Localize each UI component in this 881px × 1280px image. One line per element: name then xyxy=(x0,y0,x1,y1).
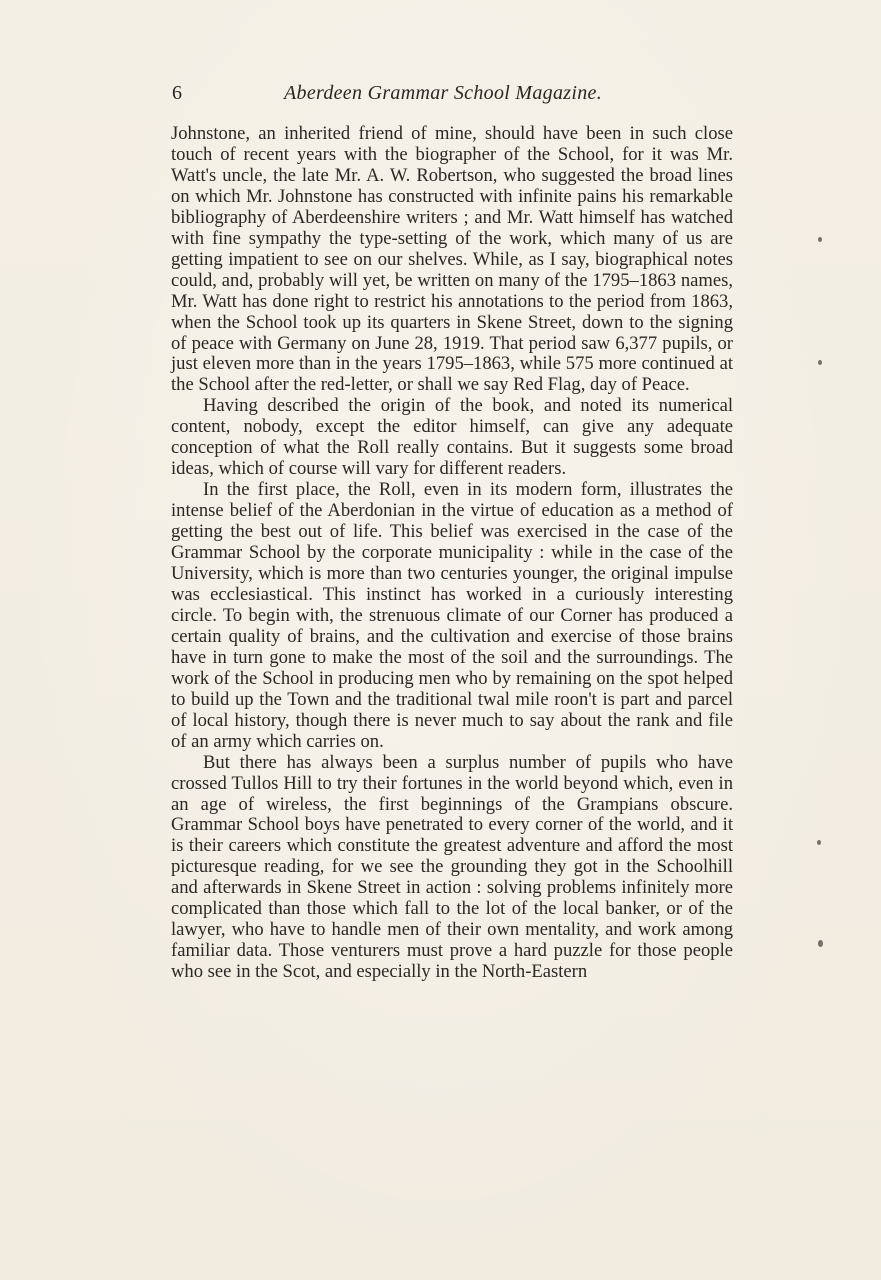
page-header xyxy=(172,82,732,112)
paragraph: But there has always been a surplus number of pupils who have crossed Tullos Hill to try their fortunes in the world beyond which, even in an age of wireless, the first beginnings of the Grampians obscure. Grammar School boys have penetrated to every corner of the world, and it is their careers which constitute the greatest adventure and afford the most picturesque reading, for we see the grounding they got in the Schoolhill and afterwards in Skene Street in action : solving problems infinitely more complicated than those which fall to the lot of the local banker, or of the lawyer, who have to handle men of their own mentality, and work among familiar data. Those venturers must prove a hard puzzle for those people who see in the Scot, and especially in the North-Eastern xyxy=(171,751,733,983)
paragraph: Having described the origin of the book, and noted its numerical content, nobody, except the editor himself, can give any adequate conception of what the Roll really contains. But it suggests some broad ideas, which of course will vary for different readers. xyxy=(171,395,733,480)
paragraph: In the first place, the Roll, even in its modern form, illustrates the intense belief of the Aberdonian in the virtue of education as a method of getting the best out of life. This belief was exercised in the case of the Grammar School by the corporate municipality : while in the case of the University, which is more than two centuries younger, the original impulse was ecclesiastical. This instinct has worked in a curiously interesting circle. To begin with, the strenuous climate of our Corner has produced a certain quality of brains, and the cultivation and exercise of those brains have in turn gone to make the most of the soil and the surroundings. The work of the School in producing men who by remaining on the spot helped to build up the Town and the traditional twal mile roon't is part and parcel of local history, though there is never much to say about the rank and file of an army which carries on. xyxy=(171,479,733,752)
article-body xyxy=(171,124,733,983)
page-number: 6 xyxy=(172,82,182,104)
running-head: Aberdeen Grammar School Magazine. xyxy=(284,82,602,104)
margin-speck xyxy=(818,360,822,365)
margin-speck xyxy=(817,840,821,845)
paragraph: Johnstone, an inherited friend of mine, should have been in such close touch of recent years with the biographer of the School, for it was Mr. Watt's uncle, the late Mr. A. W. Robertson, who suggested the broad lines on which Mr. Johnstone has constructed with infinite pains his remarkable bibliography of Aberdeenshire writers ; and Mr. Watt himself has watched with fine sympathy the type-setting of the work, which many of us are getting impatient to see on our shelves. While, as I say, biographical notes could, and, probably will yet, be written on many of the 1795–1863 names, Mr. Watt has done right to restrict his annotations to the period from 1863, when the School took up its quarters in Skene Street, down to the signing of peace with Germany on June 28, 1919. That period saw 6,377 pupils, or just eleven more than in the years 1795–1863, while 575 more continued at the School after the red-letter, or shall we say Red Flag, day of Peace. xyxy=(171,123,733,396)
margin-speck xyxy=(818,940,823,947)
margin-speck xyxy=(818,237,822,242)
